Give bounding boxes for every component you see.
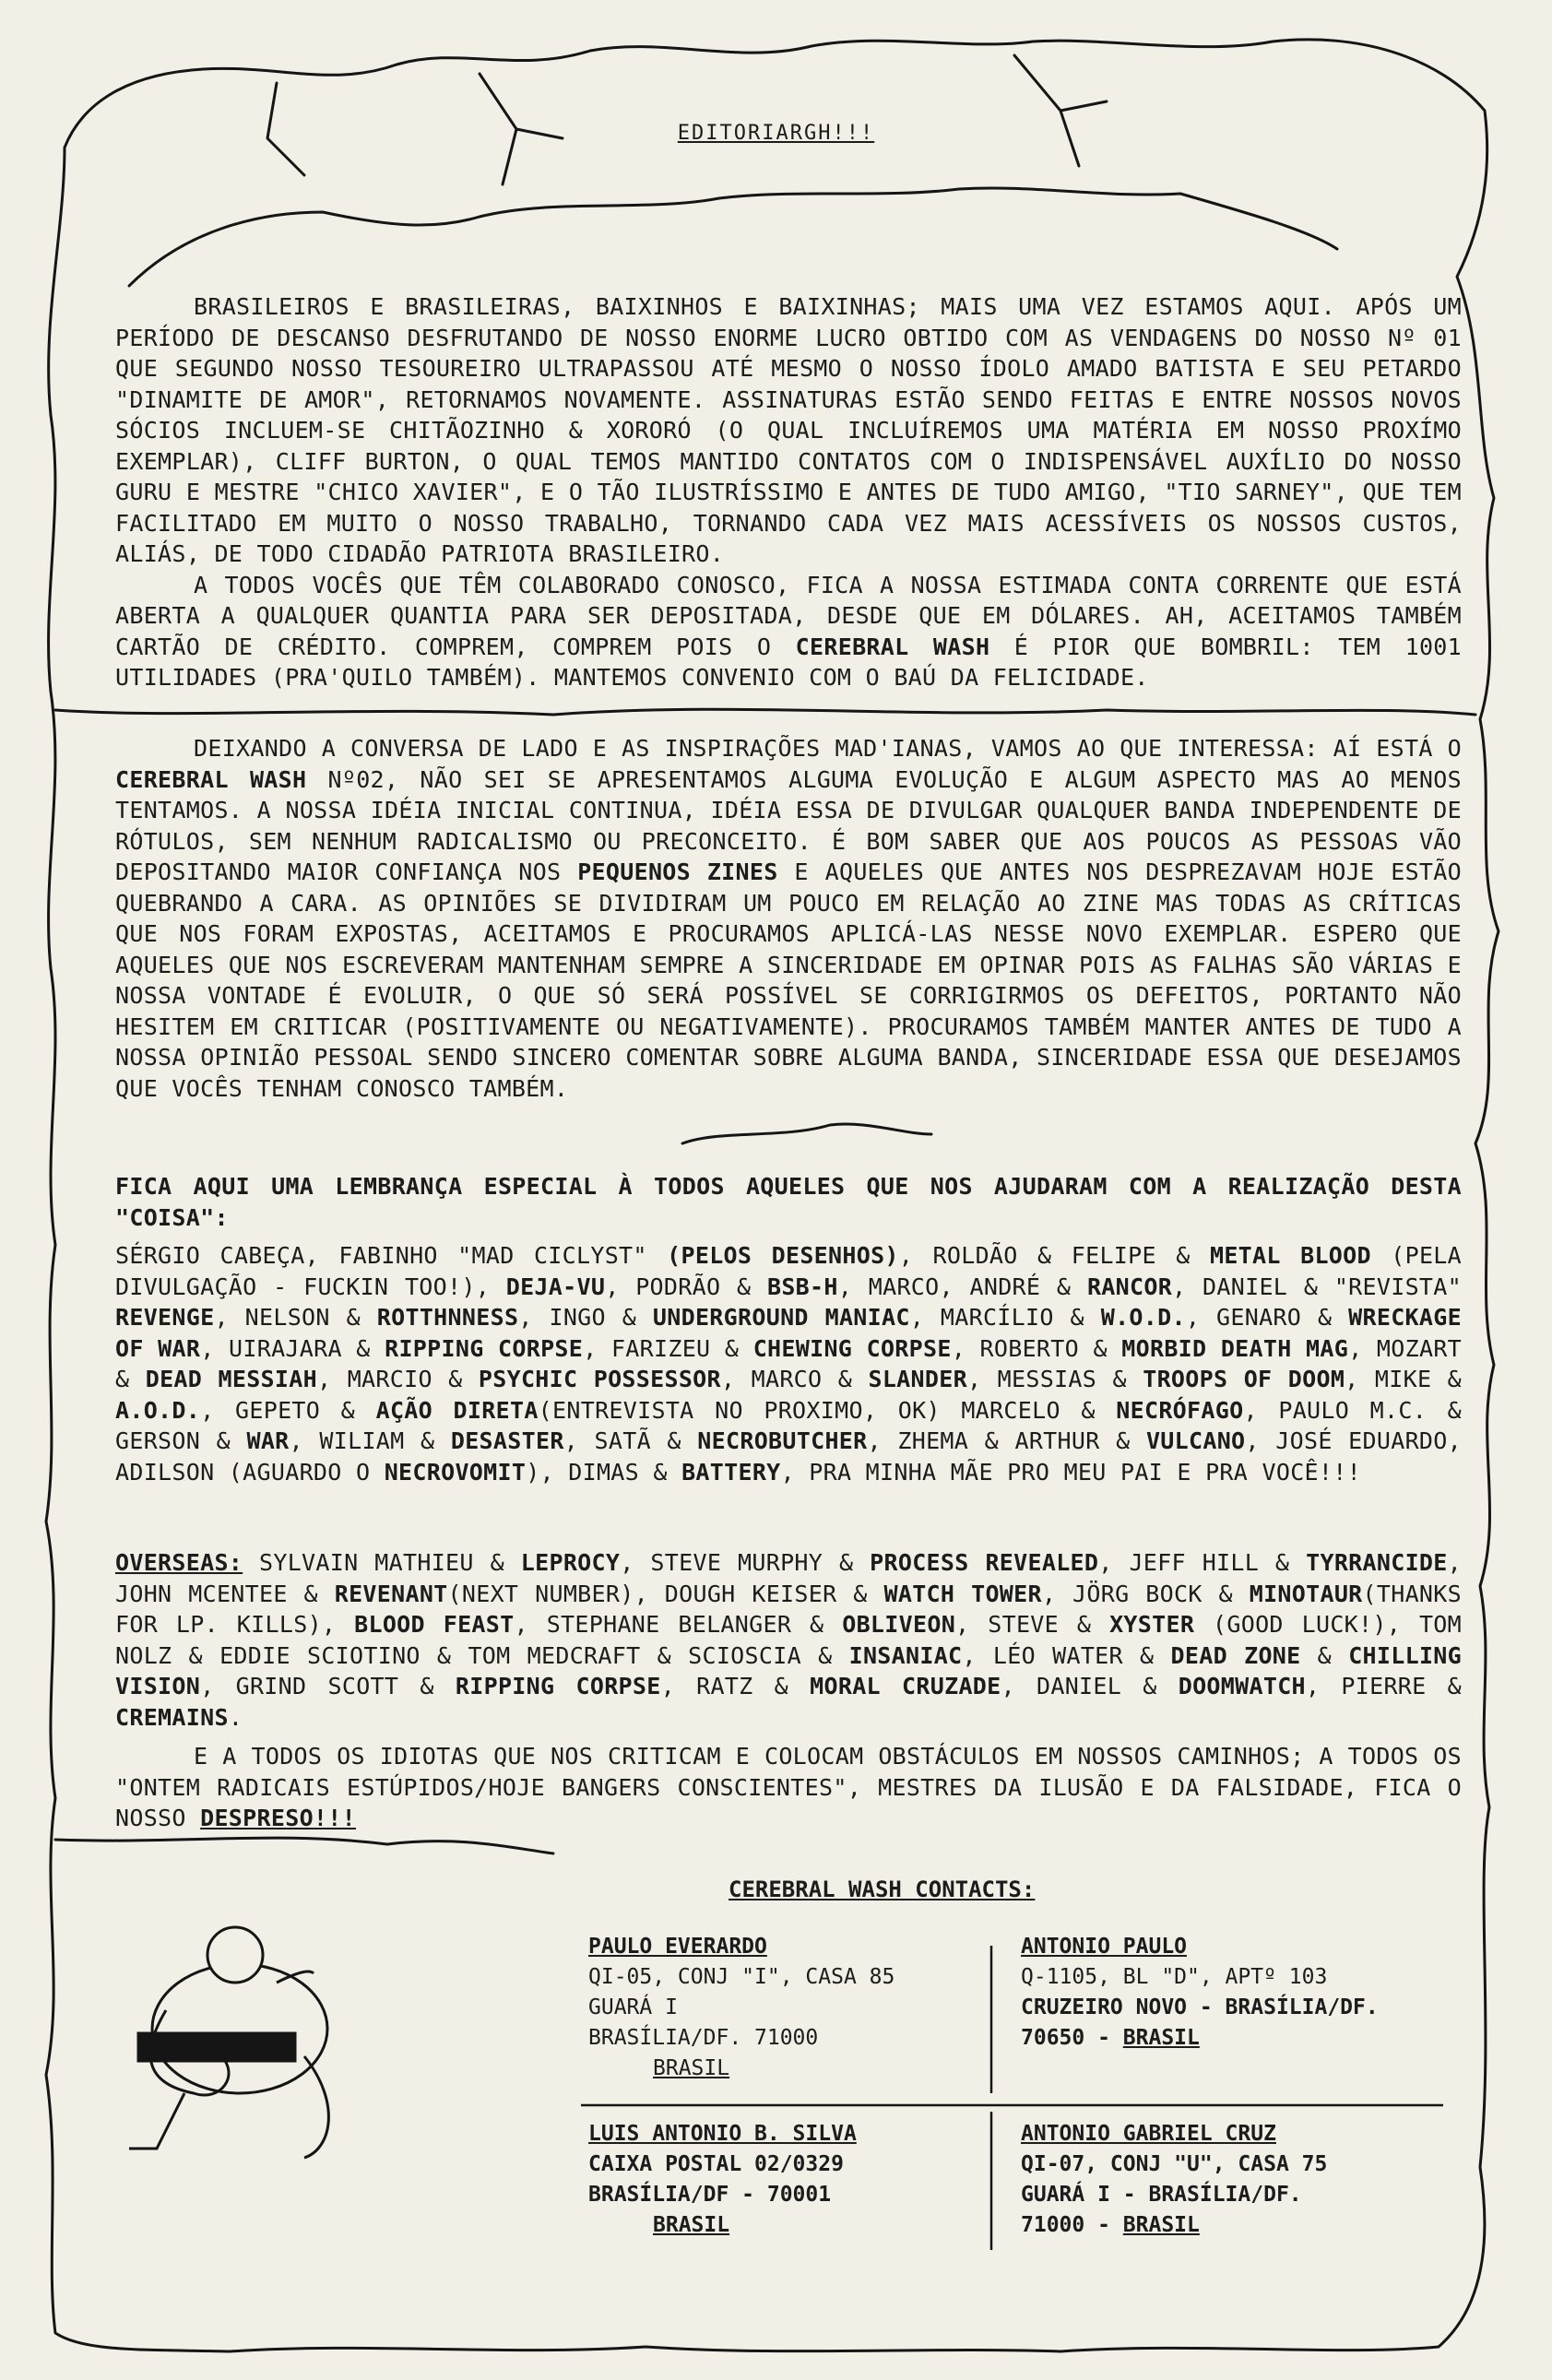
band-name: A.O.D. (115, 1396, 201, 1424)
list-text: . (228, 1703, 243, 1731)
list-text: , STEVE & (955, 1611, 1110, 1638)
list-text: , PAULO M.C. & GERSON & (115, 1396, 1462, 1454)
running-man-illustration (129, 1927, 328, 2158)
list-text: , MARCÍLIO & (909, 1304, 1101, 1331)
list-text: , MARCIO & (316, 1366, 479, 1392)
contact-country: BRASIL (1122, 2026, 1200, 2050)
paragraph-text: DEIXANDO A CONVERSA DE LADO E AS INSPIRAÇÕES MAD'IANAS, VAMOS AO QUE INTERESSA: AÍ ESTÁ O (194, 735, 1462, 762)
list-text: , NELSON & (214, 1304, 377, 1331)
list-text: , JEFF HILL & (1098, 1549, 1307, 1576)
band-name: NECROBUTCHER (697, 1427, 868, 1454)
band-name: DOOMWATCH (1178, 1673, 1306, 1699)
list-text: , PODRÃO & (605, 1273, 767, 1300)
band-name: NECRÓFAGO (1116, 1396, 1244, 1424)
band-name: NECROVOMIT (384, 1458, 527, 1486)
band-name: REVENGE (115, 1304, 215, 1331)
emphasis: PEQUENOS ZINES (577, 858, 778, 885)
list-text: , ROLDÃO & FELIPE & (898, 1242, 1210, 1269)
contact-country: BRASIL (1122, 2213, 1200, 2237)
list-text: , JÖRG BOCK & (1041, 1580, 1250, 1607)
paragraph-text: E AQUELES QUE ANTES NOS DESPREZAVAM HOJE ESTÃO QUEBRANDO A CARA. AS OPINIÕES SE DIVIDIRAM UM POUCO EM RELAÇÃO AO ZINE MAS TODAS AS CRÍTICAS QUE NOS FORAM EXPOSTAS, ACEITAMOS E PROCURAMOS APLICÁ-LAS NESSE NOVO EXEMPLAR. ESPERO QUE AQUELES QUE NOS ESCREVERAM MANTENHAM SEMPRE A SINCERIDADE EM OPINAR POIS AS FALHAS SÃO VÁRIAS E NOSSA VONTADE É EVOLUIR, O QUE SÓ SERÁ POSSÍVEL SE CORRIGIRMOS OS DEFEITOS, PORTANTO NÃO HESITEM EM CRITICAR (POSITIVAMENTE OU NEGATIVAMENTE). PROCURAMOS TAMBÉM MANTER ANTES DE TUDO A NOSSA OPINIÃO PESSOAL SENDO SINCERO COMENTAR SOBRE ALGUMA BANDA, SINCERIDADE ESSA QUE DESEJAMOS QUE VOCÊS TENHAM CONOSCO TAMBÉM. (115, 858, 1462, 1102)
list-text: , UIRAJARA & (200, 1334, 385, 1362)
list-text: & (1300, 1641, 1349, 1669)
band-name: REVENANT (334, 1580, 448, 1607)
list-text: , ZHEMA & ARTHUR & (867, 1427, 1146, 1454)
list-text: , JOSÉ EDUARDO, ADILSON (AGUARDO O (115, 1427, 1462, 1486)
paragraph-text: É PIOR QUE BOMBRIL: TEM 1001 UTILIDADES (PRA'QUILO TAMBÉM). MANTEMOS CONVENIO COM O BAÚ DA FELICIDADE. (115, 633, 1462, 691)
list-text: SÉRGIO CABEÇA, FABINHO "MAD CICLYST" (115, 1242, 668, 1269)
band-name: BATTERY (681, 1458, 781, 1486)
contact-address: Q-1105, BL "D", APTº 103 (1021, 1965, 1328, 1989)
band-name: PSYCHIC POSSESSOR (478, 1366, 721, 1392)
bottom-panel-crack (55, 1838, 553, 1853)
overseas-label: OVERSEAS: (115, 1549, 243, 1576)
contact-name: ANTONIO PAULO (1021, 1935, 1188, 1959)
paragraph-text: E A TODOS OS IDIOTAS QUE NOS CRITICAM E COLOCAM OBSTÁCULOS EM NOSSOS CAMINHOS; A TODOS OS "ONTEM RADICAIS ESTÚPIDOS/HOJE BANGERS CONSCIENTES", MESTRES DA ILUSÃO E DA FALSIDADE, FICA O NOSSO (115, 1743, 1462, 1831)
list-text: , GENARO & (1185, 1304, 1349, 1331)
list-text: ), DIMAS & (526, 1458, 682, 1486)
overseas-list (115, 1547, 1462, 1733)
contact-address: BRASÍLIA/DF. 71000 (588, 2026, 819, 2050)
list-text: , DANIEL & (1001, 1673, 1179, 1699)
band-name: RIPPING CORPSE (385, 1334, 584, 1362)
band-name: TROOPS OF DOOM (1143, 1366, 1345, 1392)
list-text: , MOZART & (115, 1334, 1463, 1392)
contact-address: BRASÍLIA/DF - 70001 (588, 2183, 832, 2207)
band-name: RANCOR (1086, 1273, 1173, 1300)
list-text: (NEXT NUMBER), DOUGH KEISER & (447, 1580, 884, 1607)
band-name: INSANIAC (848, 1641, 963, 1669)
band-name: CHEWING CORPSE (752, 1334, 952, 1362)
band-name: MINOTAUR (1249, 1580, 1363, 1607)
page-title: EDITORIARGH!!! (677, 122, 875, 145)
closing-emphasis: DESPRESO!!! (200, 1805, 356, 1831)
contact-name: ANTONIO GABRIEL CRUZ (1021, 2122, 1276, 2146)
editorial-paragraph-1 (115, 291, 1462, 693)
list-text: , GEPETO & (200, 1396, 376, 1424)
list-text: , MESSIAS & (966, 1366, 1143, 1392)
list-text: , WILIAM & (289, 1427, 451, 1454)
contact-address: 71000 - (1021, 2213, 1123, 2237)
band-name: W.O.D. (1100, 1304, 1186, 1331)
band-name: PROCESS REVEALED (870, 1549, 1099, 1576)
band-name: ROTTHNNESS (376, 1304, 519, 1331)
contact-country: BRASIL (653, 2213, 730, 2237)
contact-name: PAULO EVERARDO (588, 1935, 767, 1959)
paragraph-text: Nº02, NÃO SEI SE APRESENTAMOS ALGUMA EVOLUÇÃO E ALGUM ASPECTO MAS AO MENOS TENTAMOS. A NOSSA IDÉIA INICIAL CONTINUA, IDÉIA ESSA DE DIVULGAR QUALQUER BANDA INDEPENDENTE DE RÓTULOS, SEM NENHUM RADICALISMO OU PRECONCEITO. É BOM SABER QUE AOS POUCOS AS PESSOAS VÃO DEPOSITANDO MAIOR CONFIANÇA NOS (115, 765, 1462, 885)
band-name: (PELOS DESENHOS) (667, 1242, 899, 1269)
list-text: , PIERRE & (1305, 1673, 1462, 1699)
contact-address: CAIXA POSTAL 02/0329 (588, 2152, 844, 2176)
band-name: DEAD MESSIAH (145, 1366, 317, 1392)
band-name: XYSTER (1109, 1611, 1195, 1638)
top-panel-crack (129, 188, 1337, 286)
mid-crack-2 (682, 1124, 931, 1143)
band-name: CHILLING VISION (115, 1641, 1462, 1699)
band-name: DEJA-VU (505, 1273, 606, 1300)
thanks-list (115, 1240, 1462, 1487)
contacts-title: CEREBRAL WASH CONTACTS: (729, 1877, 1036, 1902)
band-name: RIPPING CORPSE (455, 1673, 661, 1699)
contact-address: QI-07, CONJ "U", CASA 75 (1021, 2152, 1328, 2176)
contact-country: BRASIL (653, 2056, 730, 2080)
list-text: , FARIZEU & (583, 1334, 753, 1362)
band-name: UNDERGROUND MANIAC (652, 1304, 910, 1331)
list-text: , LÉO WATER & (962, 1641, 1171, 1669)
list-text: , STEPHANE BELANGER & (514, 1611, 843, 1638)
band-name: WATCH TOWER (883, 1580, 1042, 1607)
list-text: , SATÃ & (563, 1427, 698, 1454)
band-name: WAR (246, 1427, 290, 1454)
paragraph-text: A TODOS VOCÊS QUE TÊM COLABORADO CONOSCO, FICA A NOSSA ESTIMADA CONTA CORRENTE QUE ESTÁ ABERTA A QUALQUER QUANTIA PARA SER DEPOSITADA, DESDE QUE EM DÓLARES. AH, ACEITAMOS TAMBÉM CARTÃO DE CRÉDITO. COMPREM, COMPREM POIS O (115, 571, 1462, 660)
band-name: VULCANO (1145, 1427, 1246, 1454)
list-text: , RATZ & (660, 1673, 811, 1699)
contact-address: GUARÁ I - BRASÍLIA/DF. (1021, 2183, 1302, 2207)
list-text: , MARCO & (720, 1366, 869, 1392)
list-text: (GOOD LUCK!), TOM NOLZ & EDDIE SCIOTINO & TOM MEDCRAFT & SCIOSCIA & (115, 1611, 1462, 1669)
branch-2 (1014, 55, 1107, 166)
list-text: , STEVE MURPHY & (620, 1549, 871, 1576)
contact-address: GUARÁ I (588, 1995, 678, 2019)
band-name: CREMAINS (115, 1703, 229, 1731)
band-name: WRECKAGE OF WAR (115, 1304, 1462, 1362)
editorial-paragraph-2 (115, 733, 1462, 1104)
contact-name: LUIS ANTONIO B. SILVA (588, 2122, 857, 2146)
mid-crack-1 (55, 709, 1475, 715)
band-name: MORAL CRUZADE (810, 1673, 1001, 1699)
band-name: LEPROCY (520, 1549, 621, 1576)
list-text: , JOHN MCENTEE & (115, 1549, 1462, 1607)
zine-name: CEREBRAL WASH (115, 765, 307, 793)
list-text: , DANIEL & "REVISTA" (1172, 1273, 1462, 1300)
band-name: AÇÃO DIRETA (375, 1396, 539, 1424)
band-name: MORBID DEATH MAG (1121, 1334, 1349, 1362)
list-text: , MIKE & (1345, 1366, 1463, 1392)
list-text: , PRA MINHA MÃE PRO MEU PAI E PRA VOCÊ!!! (780, 1458, 1361, 1486)
contact-address: CRUZEIRO NOVO - BRASÍLIA/DF. (1021, 1995, 1379, 2019)
list-text: , GRIND SCOTT & (200, 1673, 456, 1699)
list-text: , MARCO, ANDRÉ & (837, 1273, 1087, 1300)
list-text: , ROBERTO & (951, 1334, 1122, 1362)
band-name: OBLIVEON (842, 1611, 956, 1638)
band-name: BSB-H (766, 1273, 838, 1300)
zine-name: CEREBRAL WASH (795, 633, 990, 660)
list-text: , INGO & (518, 1304, 653, 1331)
band-name: METAL BLOOD (1209, 1242, 1371, 1269)
band-name: DESASTER (450, 1427, 564, 1454)
contact-card (1021, 1932, 1399, 2054)
thanks-heading: FICA AQUI UMA LEMBRANÇA ESPECIAL À TODOS AQUELES QUE NOS AJUDARAM COM A REALIZAÇÃO DESTA "COISA": (115, 1173, 1462, 1231)
list-text: SYLVAIN MATHIEU & (243, 1549, 521, 1576)
list-text: (THANKS FOR LP. KILLS), (115, 1580, 1462, 1638)
band-name: BLOOD FEAST (354, 1611, 515, 1638)
contact-address: 70650 - (1021, 2026, 1123, 2050)
band-name: TYRRANCIDE (1306, 1549, 1448, 1576)
band-name: SLANDER (868, 1366, 967, 1392)
paragraph-text: BRASILEIROS E BRASILEIRAS, BAIXINHOS E BAIXINHAS; MAIS UMA VEZ ESTAMOS AQUI. APÓS UM PERÍODO DE DESCANSO DESFRUTANDO DE NOSSO ENORME LUCRO OBTIDO COM AS VENDAGENS DO NOSSO Nº 01 QUE SEGUNDO NOSSO TESOUREIRO ULTRAPASSOU ATÉ MESMO O NOSSO ÍDOLO AMADO BATISTA E SEU PETARDO "DINAMITE DE AMOR", RETORNAMOS NOVAMENTE. ASSINATURAS ESTÃO SENDO FEITAS E ENTRE NOSSOS NOVOS SÓCIOS INCLUEM-SE CHITÃOZINHO & XORORÓ (O QUAL INCLUÍREMOS UMA MATÉRIA EM NOSSO PROXÍMO EXEMPLAR), CLIFF BURTON, O QUAL TEMOS MANTIDO CONTATOS COM O INDISPENSÁVEL AUXÍLIO DO NOSSO GURU E MESTRE "CHICO XAVIER", E O TÃO ILUSTRÍSSIMO E ANTES DE TUDO AMIGO, "TIO SARNEY", QUE TEM FACILITADO EM MUITO O NOSSO TRABALHO, TORNANDO CADA VEZ MAIS ACESSÍVEIS OS NOSSOS CUSTOS, ALIÁS, DE TODO CIDADÃO PATRIOTA BRASILEIRO. (115, 293, 1462, 567)
band-name: DEAD ZONE (1170, 1641, 1301, 1669)
list-text: (PELA DIVULGAÇÃO - FUCKIN TOO!), (115, 1242, 1463, 1300)
contact-card (1021, 2119, 1399, 2241)
contact-card (588, 2119, 966, 2241)
list-text: (ENTREVISTA NO PROXIMO, OK) MARCELO & (538, 1396, 1117, 1424)
contact-address: QI-05, CONJ "I", CASA 85 (588, 1965, 895, 1989)
closing-paragraph (115, 1741, 1462, 1834)
contact-card (588, 1932, 966, 2084)
